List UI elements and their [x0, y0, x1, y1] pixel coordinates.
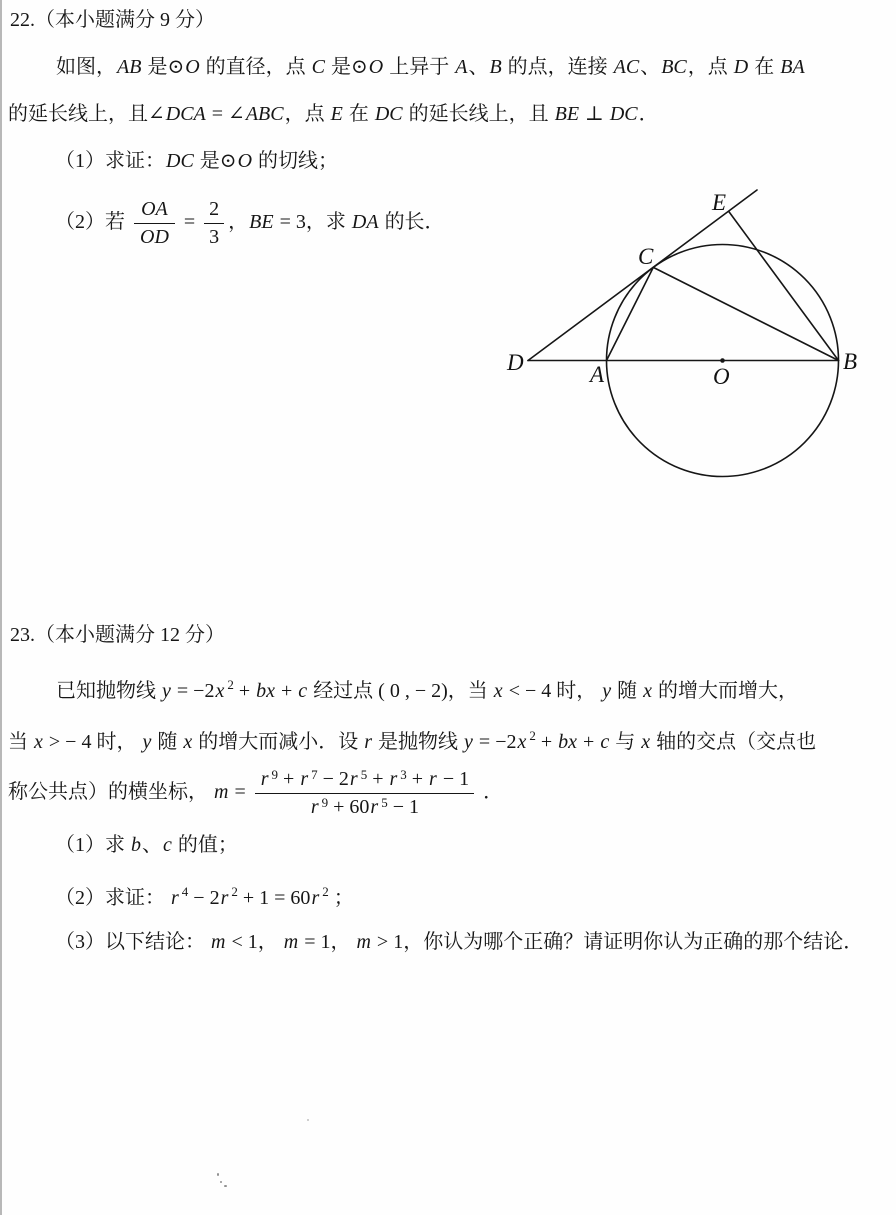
scan-speck — [307, 1119, 309, 1121]
point-label-a: A — [590, 362, 605, 387]
scan-speck — [217, 1173, 219, 1176]
scan-speck — [220, 1181, 222, 1183]
q23-header: 23.（本小题满分 12 分） — [10, 624, 225, 646]
segment-AC — [607, 267, 654, 360]
q23-intro-line-2: 当 x > − 4 时， y 随 x 的增大而减小．设 r 是抛物线 y = −2x $^2$ + bx + c 与 x 轴的交点（交点也 — [8, 728, 817, 753]
q22-header: 22.（本小题满分 9 分） — [10, 9, 215, 31]
tangent-line-DCE — [528, 190, 757, 361]
q23-part-1: （1）求 b、c 的值； — [55, 834, 238, 856]
q23-part-2: （2）求证： r $^4$ − 2r $^2$ + 1 = 60r $^2$ ； — [55, 884, 354, 909]
point-label-o: O — [713, 364, 730, 389]
point-label-c: C — [638, 244, 654, 269]
q22-part-1: （1）求证：DC 是⊙O 的切线； — [55, 150, 339, 172]
segment-CB — [653, 267, 838, 360]
scan-speck — [224, 1185, 227, 1187]
q22-intro-line-1: 如图，AB 是⊙O 的直径，点 C 是⊙O 上异于 A、B 的点，连接 AC、BC，点 D 在 BA — [56, 56, 805, 78]
segment-EB — [729, 211, 839, 360]
center-dot-O — [720, 358, 725, 363]
q22-intro-line-2: 的延长线上，且∠DCA = ∠ABC，点 E 在 DC 的延长线上，且 BE ⊥ DC． — [8, 103, 659, 125]
q23-part-3: （3）以下结论： m < 1， m = 1， m > 1，你认为哪个正确？请证明你认为正确的那个结论． — [55, 931, 864, 953]
q23-intro-line-1: 已知抛物线 y = −2x $^2$ + bx + c 经过点 ( 0 , − 2)，当 x < − 4 时， y 随 x 的增大而增大， — [56, 677, 799, 702]
point-label-b: B — [843, 349, 858, 374]
point-label-e: E — [712, 190, 727, 215]
point-label-d: D — [507, 350, 524, 375]
q23-formula-line: 称公共点）的横坐标， m = $\frac{r ^9 + r ^7 - 2r ^5 + r ^3 + r - 1}{r ^9 + 60r ^5 - 1}$ ． — [8, 766, 504, 818]
scan-edge-artifact — [0, 0, 2, 1215]
geometry-diagram — [488, 178, 892, 488]
q22-part-2: （2）若 $\frac{OA}{OD}$ = $\frac{2}{3}$ ，BE = 3，求 DA 的长． — [55, 197, 445, 248]
